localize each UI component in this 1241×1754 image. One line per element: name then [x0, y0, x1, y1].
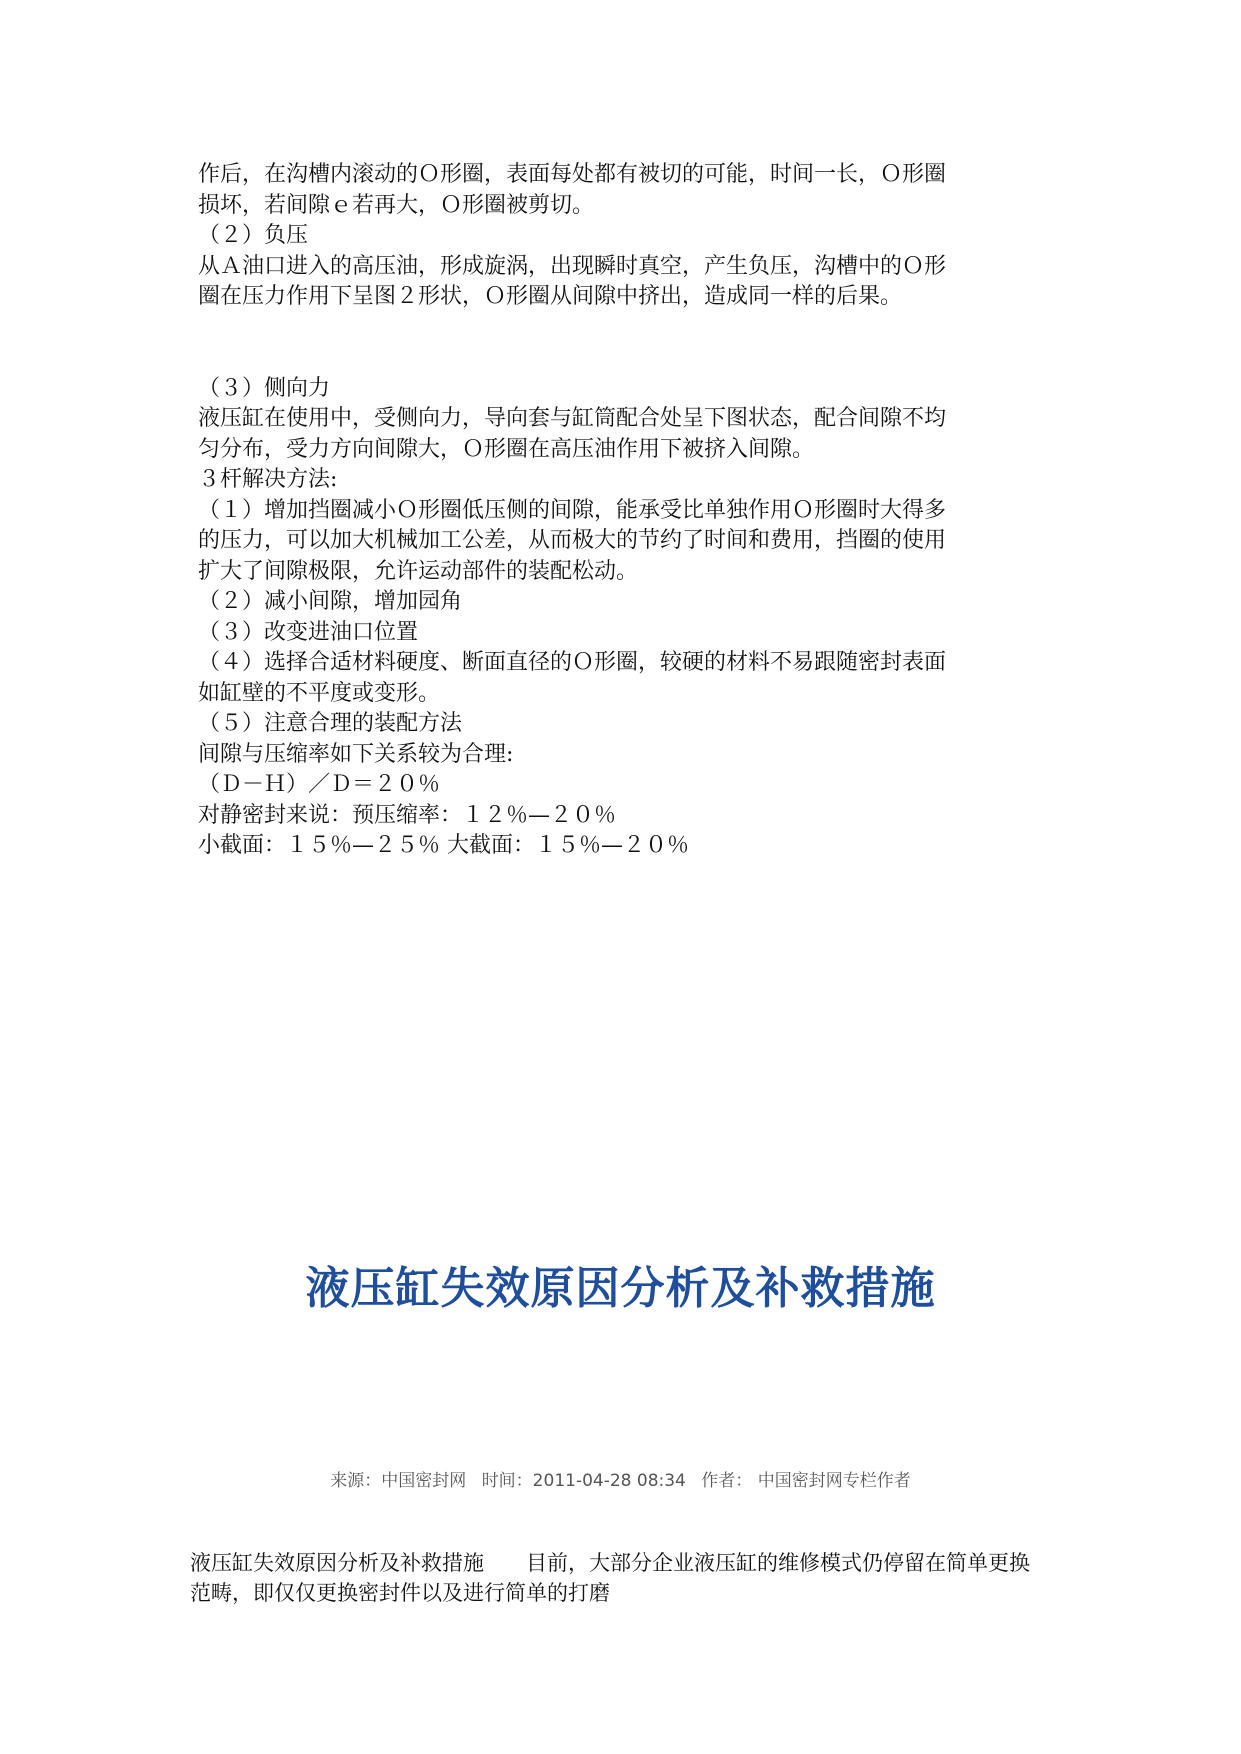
text-line: （２）减小间隙，增加园角 [198, 589, 463, 614]
text-line: 作后，在沟槽内滚动的Ｏ形圈，表面每处都有被切的可能，时间一长，Ｏ形圈 [198, 162, 947, 187]
article-meta [0, 1466, 1241, 1491]
text-line: 从Ａ油口进入的高压油，形成旋涡，出现瞬时真空，产生负压，沟槽中的Ｏ形 [198, 253, 947, 279]
article-time: 时间：2011-04-28 08:34 [481, 1471, 686, 1491]
text-line: （５）注意合理的装配方法 [198, 711, 463, 736]
text-line: 对静密封来说：预压缩率：１２％—２０％ [198, 802, 617, 828]
text-line: （４）选择合适材料硬度、断面直径的Ｏ形圈，较硬的材料不易跟随密封表面 [198, 650, 947, 675]
text-line: 扩大了间隙极限，允许运动部件的装配松动。 [198, 558, 639, 584]
text-line: 小截面：１５％—２５％ 大截面：１５％—２０％ [198, 833, 689, 858]
text-line: 的压力，可以加大机械加工公差，从而极大的节约了时间和费用，挡圈的使用 [198, 528, 947, 553]
text-line: 如缸壁的不平度或变形。 [198, 680, 441, 706]
text-line: 损坏，若间隙ｅ若再大，Ｏ形圈被剪切。 [198, 192, 595, 218]
figure-gap [198, 313, 1058, 374]
text-line: 圈在压力作用下呈图２形状，Ｏ形圈从间隙中挤出，造成同一样的后果。 [198, 284, 903, 309]
section-heading-solutions: ３杆解决方法: [198, 467, 338, 492]
article-intro [190, 1548, 1070, 1608]
formula-line: （Ｄ－Ｈ）／Ｄ＝２０％ [198, 772, 441, 797]
article-source: 来源：中国密封网 [330, 1471, 467, 1491]
intro-line: 液压缸失效原因分析及补救措施 目前，大部分企业液压缸的维修模式仍停留在简单更换 [190, 1551, 1030, 1575]
section-heading-negative-pressure: （２）负压 [198, 223, 309, 248]
text-line: （１）增加挡圈减小Ｏ形圈低压侧的间隙，能承受比单独作用Ｏ形圈时大得多 [198, 497, 947, 523]
text-line: （３）改变进油口位置 [198, 619, 419, 645]
text-line: 匀分布，受力方向间隙大，Ｏ形圈在高压油作用下被挤入间隙。 [198, 436, 815, 462]
body-text [198, 160, 1058, 862]
article-title: 液压缸失效原因分析及补救措施 [305, 1263, 936, 1314]
article-author: 作者： 中国密封网专栏作者 [701, 1471, 911, 1491]
text-line: 间隙与压缩率如下关系较为合理: [198, 741, 514, 767]
section-heading-lateral-force: （３）侧向力 [198, 375, 331, 401]
text-line: 液压缸在使用中，受侧向力，导向套与缸筒配合处呈下图状态，配合间隙不均 [198, 406, 947, 431]
intro-line: 范畴，即仅仅更换密封件以及进行简单的打磨 [190, 1581, 610, 1605]
